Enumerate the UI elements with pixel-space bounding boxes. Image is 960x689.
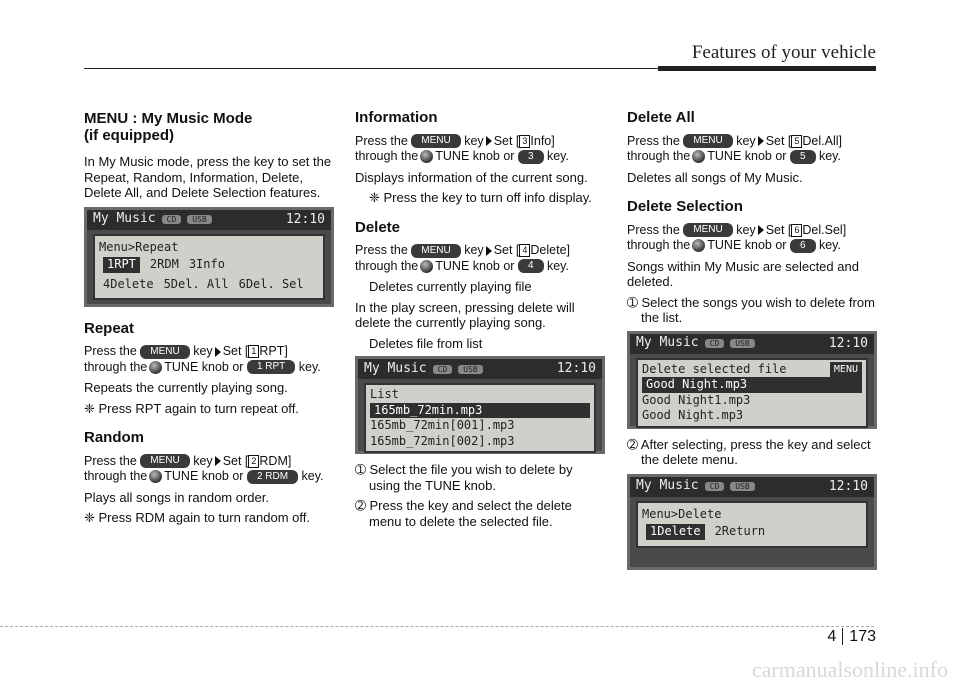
lcd-delete-selected: My Music CD USB 12:10 Delete selected file MENU Good Night.mp3 Good Night1.mp3 Good Night.mp3 [627,331,877,429]
delete-all-desc: Deletes all songs of My Music. [627,169,803,185]
delete-sel-step-1: ➀ Select the songs you wish to delete from the list. [627,294,875,325]
tune-knob-icon [692,239,705,252]
random-instruction: Press the MENU key Set [ 2 RDM] through the TUNE knob or 2 RDM key. [84,453,324,483]
menu-key: MENU [140,454,189,468]
tune-knob-icon [149,470,162,483]
delete-sel-instruction: Press the MENU key Set [ 6 Del.Sel] through the TUNE knob or 6 key. [627,222,847,252]
tune-knob-icon [149,361,162,374]
delete-desc-3: Deletes file from list [369,335,483,351]
right-column [627,110,877,570]
header-title: Features of your vehicle [691,42,876,63]
delete-step-2: ➁ Press the key and select the delete menu to delete the selected file. [355,498,572,529]
random-note: ❈ Press RDM again to turn random off. [84,510,310,525]
section-title: MENU : My Music Mode (if equipped) [84,110,253,144]
footer-rule [0,626,874,627]
lcd-list: My Music CD USB 12:10 List 165mb_72min.mp3 165mb_72min[001].mp3 165mb_72min[002].mp3 [355,356,605,454]
delete-instruction: Press the MENU key Set [ 4 Delete] through the TUNE knob or 4 key. [355,243,571,273]
rdm-key: 2 RDM [247,470,298,484]
delete-sel-title: Delete Selection [627,198,743,215]
delete-title: Delete [355,218,401,236]
watermark: carmanualsonline.info [751,657,948,682]
info-instruction: Press the MENU key Set [ 3 Info] through the TUNE knob or 3 key. [355,133,569,163]
delete-desc-2: In the play screen, pressing delete will delete the currently playing song. [355,299,575,330]
header-rule-thick [658,66,876,71]
repeat-desc: Repeats the currently playing song. [84,380,288,395]
info-note: ❈ Press the key to turn off info display. [369,190,592,205]
repeat-instruction: Press the MENU key Set [ 1 RPT] through the TUNE knob or 1 RPT key. [84,344,321,374]
delete-all-title: Delete All [627,109,695,126]
rpt-key: 1 RPT [247,360,295,374]
repeat-note: ❈ Press RPT again to turn repeat off. [84,400,299,416]
random-title: Random [84,429,144,446]
info-desc: Displays information of the current song. [355,169,588,185]
tune-knob-icon [420,150,433,163]
repeat-title: Repeat [84,319,135,337]
intro-text: In My Music mode, press the key to set the Repeat, Random, Information, Delete, Delete All, and Delete Selection features. [84,154,332,200]
delete-desc-1: Deletes currently playing file [369,279,532,294]
menu-key: MENU [140,345,189,359]
delete-all-instruction: Press the MENU key Set [ 5 Del.All] through the TUNE knob or 5 key. [627,133,842,163]
lcd-repeat-menu: My Music CD USB 12:10 Menu>Repeat 1RPT 2RDM 3Info 4Delete 5Del. All 6Del. Sel [84,207,334,307]
middle-column [355,110,605,534]
page-number: 4 173 [827,628,876,645]
lcd-delete-menu: My Music CD USB 12:10 Menu>Delete 1Delete 2Return [627,474,877,570]
tune-knob-icon [420,260,433,273]
info-title: Information [355,109,438,126]
delete-step-1: ➀ Select the file you wish to delete by using the TUNE knob. [355,462,573,493]
tune-knob-icon [692,150,705,163]
delete-sel-step-2: ➁ After selecting, press the key and select the delete menu. [627,436,871,467]
left-column [84,110,334,531]
random-desc: Plays all songs in random order. [84,489,269,505]
delete-sel-desc: Songs within My Music are selected and deleted. [627,258,859,289]
